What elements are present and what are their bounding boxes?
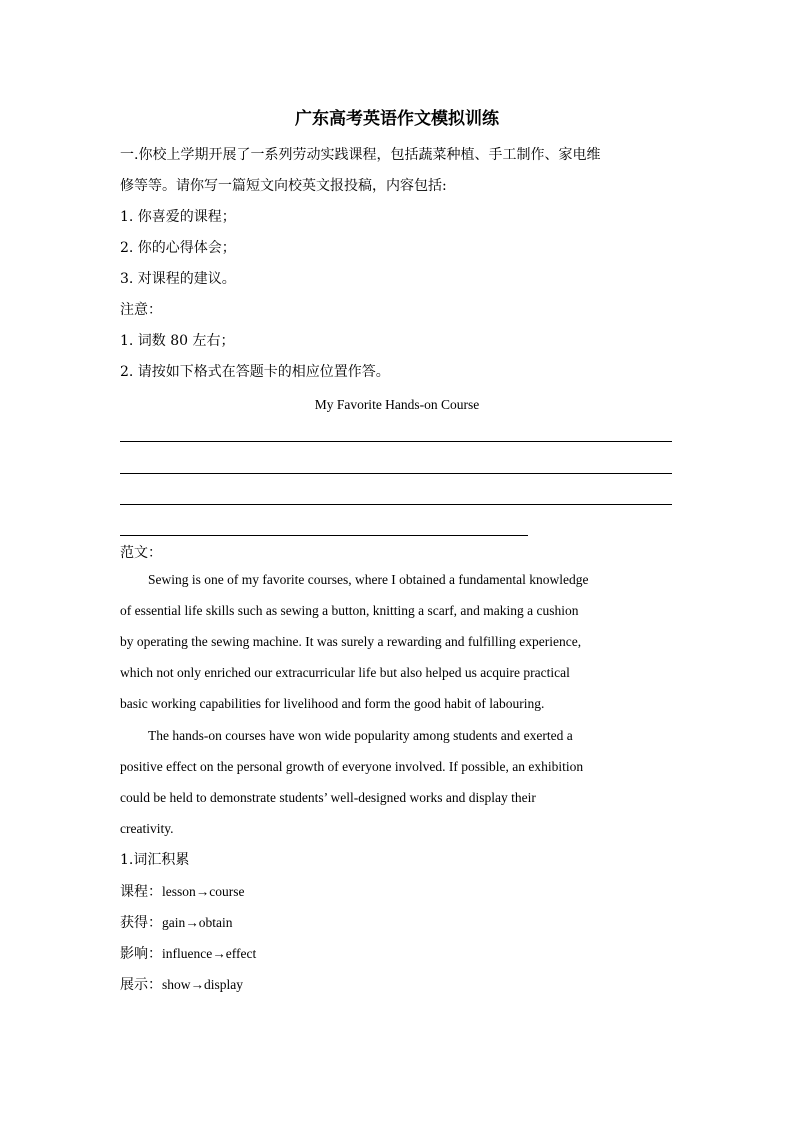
note-item-1: 1. 词数 80 左右； xyxy=(120,333,235,349)
vocab-heading: 1.词汇积累 xyxy=(120,852,190,868)
answer-title: My Favorite Hands-on Course xyxy=(314,397,480,412)
vocab-item xyxy=(120,912,233,933)
vocab-item-label: 影响： xyxy=(120,946,162,962)
vocab-item-value: show→display xyxy=(162,977,243,992)
vocab-item xyxy=(120,974,243,995)
prompt-item-2: 2. 你的心得体会； xyxy=(120,240,236,256)
prompt-line-2: 修等等。请你写一篇短文向校英文报投稿，内容包括: xyxy=(120,178,447,194)
sample-label: 范文： xyxy=(120,545,162,561)
answer-line-3 xyxy=(120,504,672,505)
sample-line: could be held to demonstrate students’ well-designed works and display their xyxy=(120,790,536,805)
vocab-item xyxy=(120,881,244,902)
answer-line-2 xyxy=(120,473,672,474)
vocab-item-value: lesson→course xyxy=(162,884,245,899)
vocab-item-value: gain→obtain xyxy=(162,915,233,930)
sample-line: positive effect on the personal growth of everyone involved. If possible, an exhibition xyxy=(120,759,584,774)
vocab-item-label: 展示： xyxy=(120,977,162,993)
prompt-line-1: 一.你校上学期开展了一系列劳动实践课程，包括蔬菜种植、手工制作、家电维 xyxy=(120,147,601,163)
note-label: 注意： xyxy=(120,302,162,318)
sample-line: basic working capabilities for livelihood and form the good habit of labouring. xyxy=(120,696,545,711)
vocab-item-value: influence→effect xyxy=(162,946,257,961)
vocab-item-label: 获得： xyxy=(120,915,162,931)
vocab-item xyxy=(120,943,256,964)
sample-line: by operating the sewing machine. It was surely a rewarding and fulfilling experience, xyxy=(120,634,582,649)
page-title: 广东高考英语作文模拟训练 xyxy=(295,109,499,129)
prompt-item-1: 1. 你喜爱的课程； xyxy=(120,209,236,225)
vocab-item-label: 课程： xyxy=(120,884,162,900)
sample-line: creativity. xyxy=(120,821,174,836)
answer-line-1 xyxy=(120,441,672,442)
note-item-2: 2. 请按如下格式在答题卡的相应位置作答。 xyxy=(120,364,390,380)
sample-line: The hands-on courses have won wide popularity among students and exerted a xyxy=(148,728,573,743)
sample-line: which not only enriched our extracurricular life but also helped us acquire practical xyxy=(120,665,570,680)
prompt-item-3: 3. 对课程的建议。 xyxy=(120,271,236,287)
sample-line: Sewing is one of my favorite courses, where I obtained a fundamental knowledge xyxy=(148,572,589,587)
answer-line-4 xyxy=(120,535,528,536)
sample-line: of essential life skills such as sewing a button, knitting a scarf, and making a cushion xyxy=(120,603,579,618)
